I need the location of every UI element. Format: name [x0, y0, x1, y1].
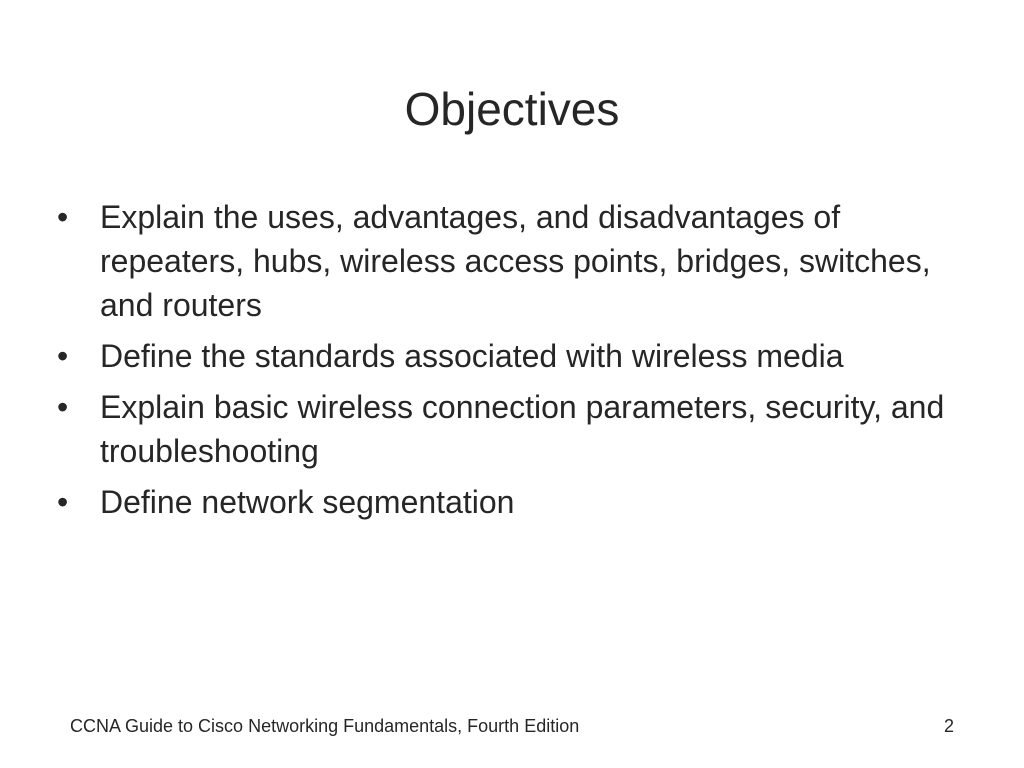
footer-text: CCNA Guide to Cisco Networking Fundamentals, Fourth Edition [70, 716, 580, 736]
slide-title: Objectives [404, 83, 620, 135]
bullet-icon: • [57, 199, 69, 235]
bullet-text: Explain the uses, advantages, and disadvantages of repeaters, hubs, wireless access points, bridges, switches, and routers [100, 199, 931, 323]
list-item [57, 334, 977, 378]
list-item [57, 195, 977, 327]
bullet-text: Define network segmentation [100, 484, 515, 520]
bullet-text: Define the standards associated with wireless media [100, 338, 844, 374]
bullet-icon: • [57, 389, 69, 425]
list-item [57, 385, 977, 473]
bullet-text: Explain basic wireless connection parameters, security, and troubleshooting [100, 389, 945, 469]
page-number: 2 [943, 716, 954, 736]
list-item [57, 480, 977, 524]
bullet-icon: • [57, 484, 69, 520]
objectives-list [57, 195, 977, 531]
bullet-icon: • [57, 338, 69, 374]
